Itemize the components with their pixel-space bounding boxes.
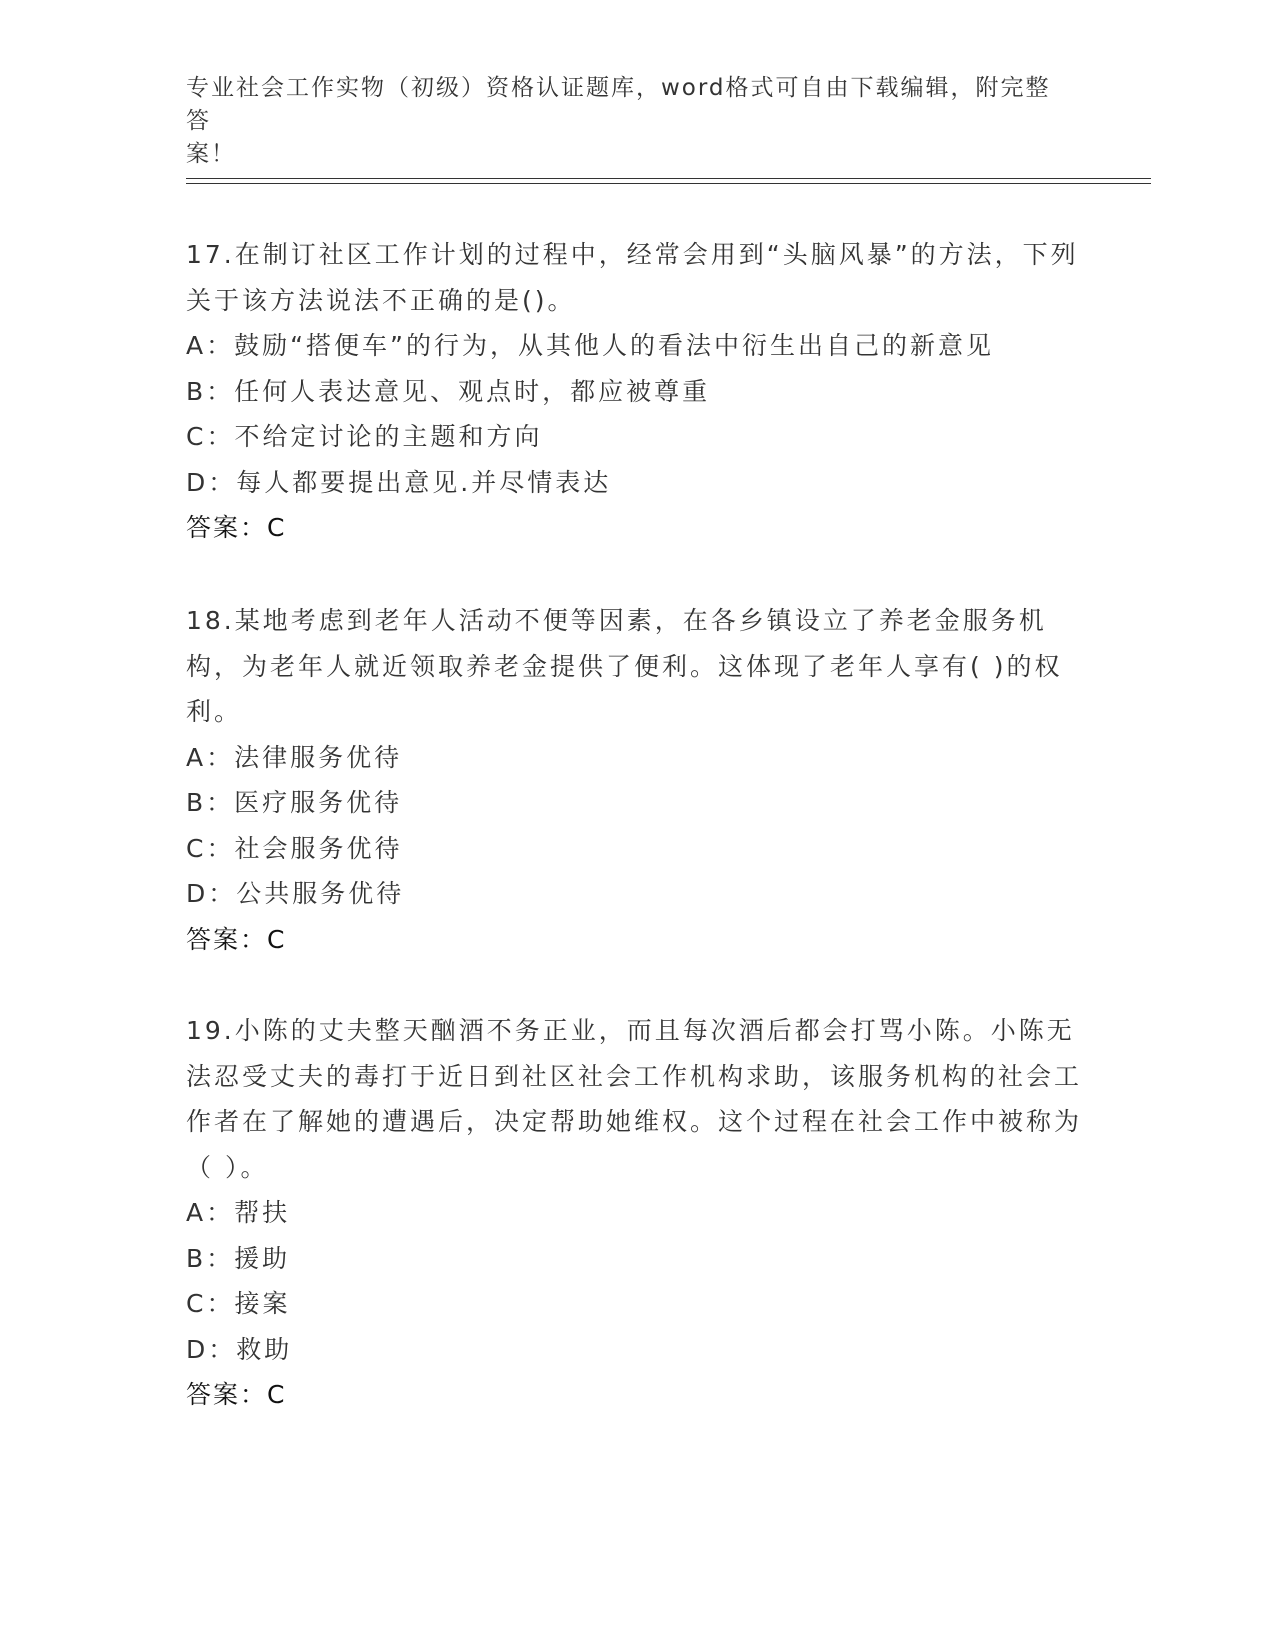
answer-label: 答案： <box>186 924 268 954</box>
option-b: B：医疗服务优待 <box>186 788 403 817</box>
answer-label: 答案： <box>186 1380 268 1409</box>
option-d: D：救助 <box>186 1334 293 1364</box>
option-c: C：社会服务优待 <box>186 833 403 863</box>
question-stem: 17.在制订社区工作计划的过程中，经常会用到“头脑风暴”的方法，下列关于该方法说法不正确的是()。 <box>186 240 1079 315</box>
option-a: A：鼓励“搭便车”的行为，从其他人的看法中衍生出自己的新意见 <box>186 331 995 360</box>
answer-line <box>186 505 1086 551</box>
question-18 <box>186 598 1086 962</box>
option-a: A：法律服务优待 <box>186 742 403 772</box>
document-header <box>186 72 1066 171</box>
option-b: B：援助 <box>186 1243 291 1273</box>
question-stem: 19.小陈的丈夫整天酗酒不务正业，而且每次酒后都会打骂小陈。小陈无法忍受丈夫的毒打于近日到社区社会工作机构求助，该服务机构的社会工作者在了解她的遭遇后，决定帮助她维权。这个过程在社会工作中被称为（ ）。 <box>186 1016 1083 1182</box>
question-19 <box>186 1008 1086 1418</box>
answer-value: C <box>267 924 286 954</box>
header-divider-bottom <box>186 183 1151 184</box>
header-line-2: 案！ <box>186 141 236 167</box>
header-divider-top <box>186 178 1151 179</box>
header-line-1: 专业社会工作实物（初级）资格认证题库，word格式可自由下载编辑，附完整答 <box>186 75 1051 134</box>
option-d: D：公共服务优待 <box>186 879 405 908</box>
option-b: B：任何人表达意见、观点时，都应被尊重 <box>186 376 711 406</box>
answer-line <box>186 917 1086 963</box>
question-17 <box>186 232 1086 551</box>
answer-value: C <box>267 513 286 542</box>
answer-label: 答案： <box>186 513 268 542</box>
question-stem: 18.某地考虑到老年人活动不便等因素，在各乡镇设立了养老金服务机构，为老年人就近领取养老金提供了便利。这体现了老年人享有( )的权利。 <box>186 606 1063 726</box>
option-c: C：接案 <box>186 1289 291 1318</box>
option-c: C：不给定讨论的主题和方向 <box>186 422 543 451</box>
option-d: D：每人都要提出意见.并尽情表达 <box>186 467 612 497</box>
answer-value: C <box>267 1380 286 1409</box>
option-a: A：帮扶 <box>186 1198 291 1227</box>
answer-line <box>186 1372 1086 1418</box>
